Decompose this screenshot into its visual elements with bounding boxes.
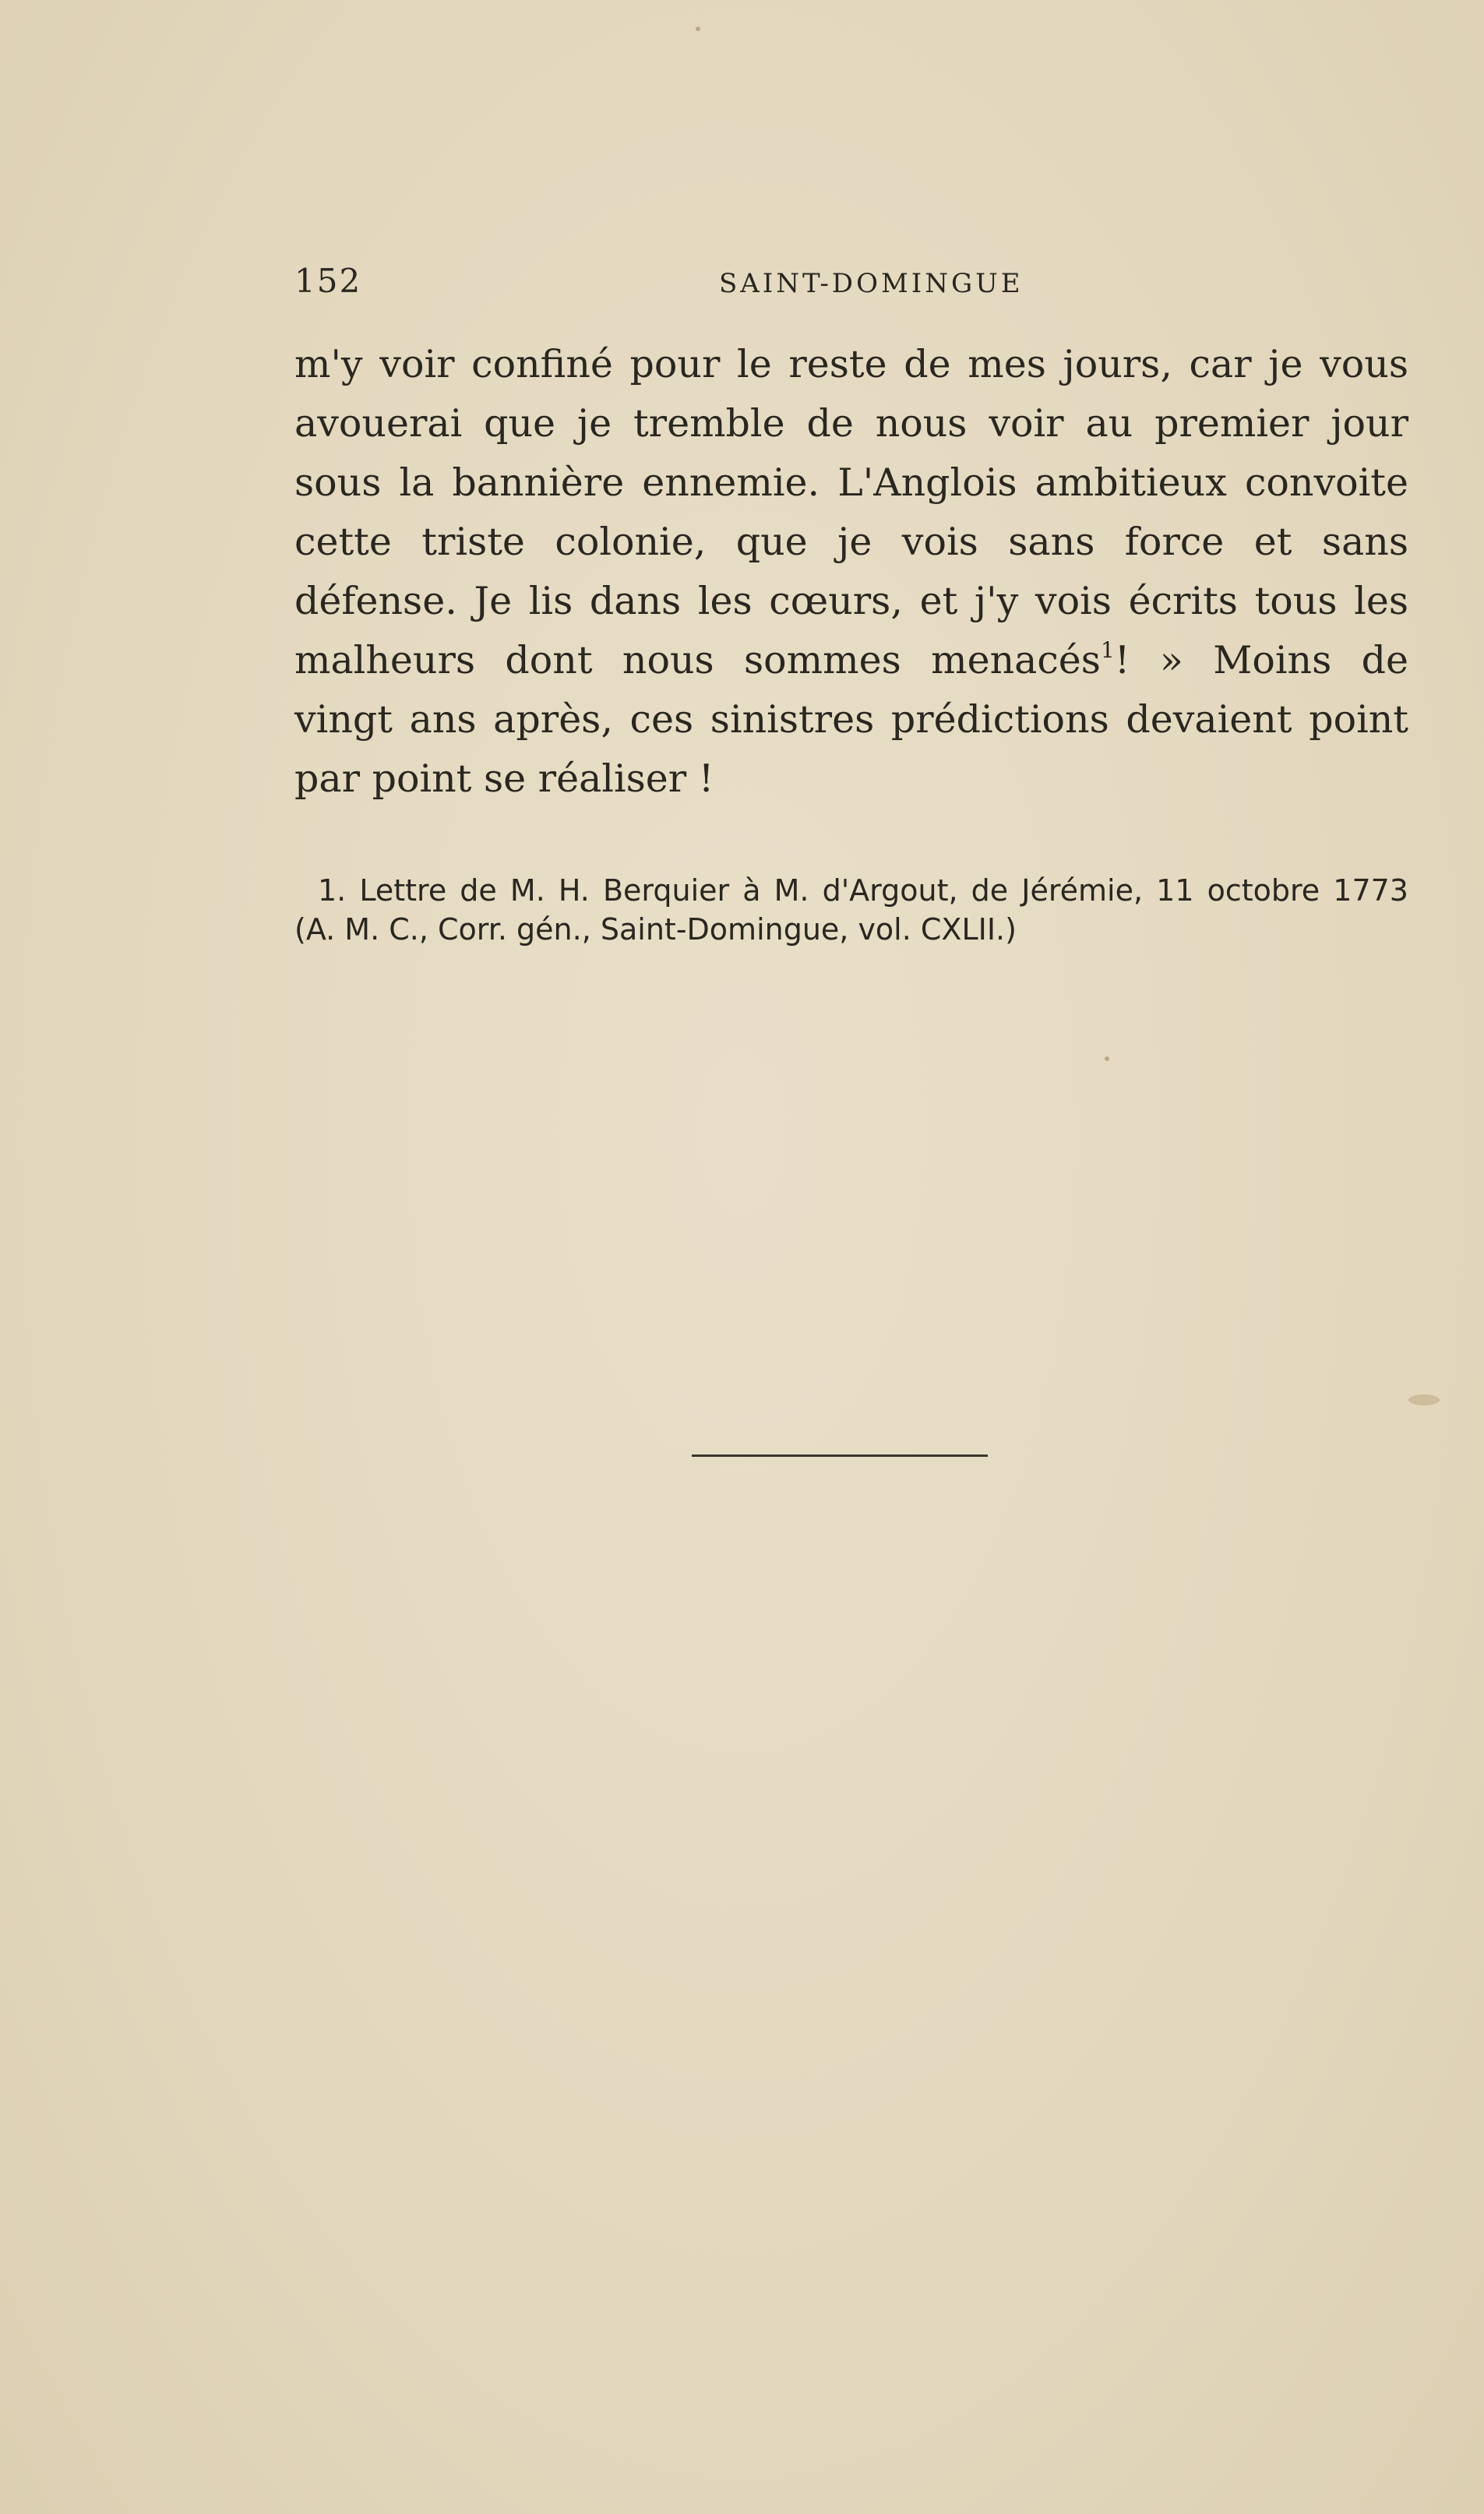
chapter-end-rule (692, 1454, 988, 1457)
text-line: m'y voir confiné pour le reste de mes jours, car je vous (294, 342, 1408, 386)
text-segment: malheurs dont nous sommes menacés (294, 638, 1101, 682)
footnote-line: (A. M. C., Corr. gén., Saint-Domingue, vol. CXLII.) (294, 912, 1017, 947)
paper-speck (1105, 1056, 1109, 1061)
paper-speck (1408, 1395, 1440, 1405)
text-line: défense. Je lis dans les cœurs, et j'y vois écrits tous les (294, 579, 1408, 623)
running-title: SAINT-DOMINGUE (719, 268, 1024, 299)
footnote-line: 1. Lettre de M. H. Berquier à M. d'Argout, de Jérémie, 11 octobre 1773 (318, 873, 1408, 908)
footnote (294, 871, 1408, 949)
text-line: vingt ans après, ces sinistres prédictions devaient point (294, 697, 1408, 742)
page-number: 152 (294, 262, 362, 300)
paper-speck (696, 26, 700, 31)
running-head (294, 262, 1408, 316)
text-line: par point se réaliser ! (294, 756, 714, 801)
text-line: avouerai que je tremble de nous voir au premier jour (294, 401, 1408, 446)
body-paragraph (294, 335, 1408, 809)
text-line: cette triste colonie, que je vois sans force et sans (294, 520, 1408, 564)
text-segment: ! » Moins de (1114, 638, 1408, 682)
text-line: sous la bannière ennemie. L'Anglois ambitieux convoite (294, 460, 1408, 505)
text-line (294, 631, 1408, 690)
footnote-reference: 1 (1100, 637, 1115, 663)
